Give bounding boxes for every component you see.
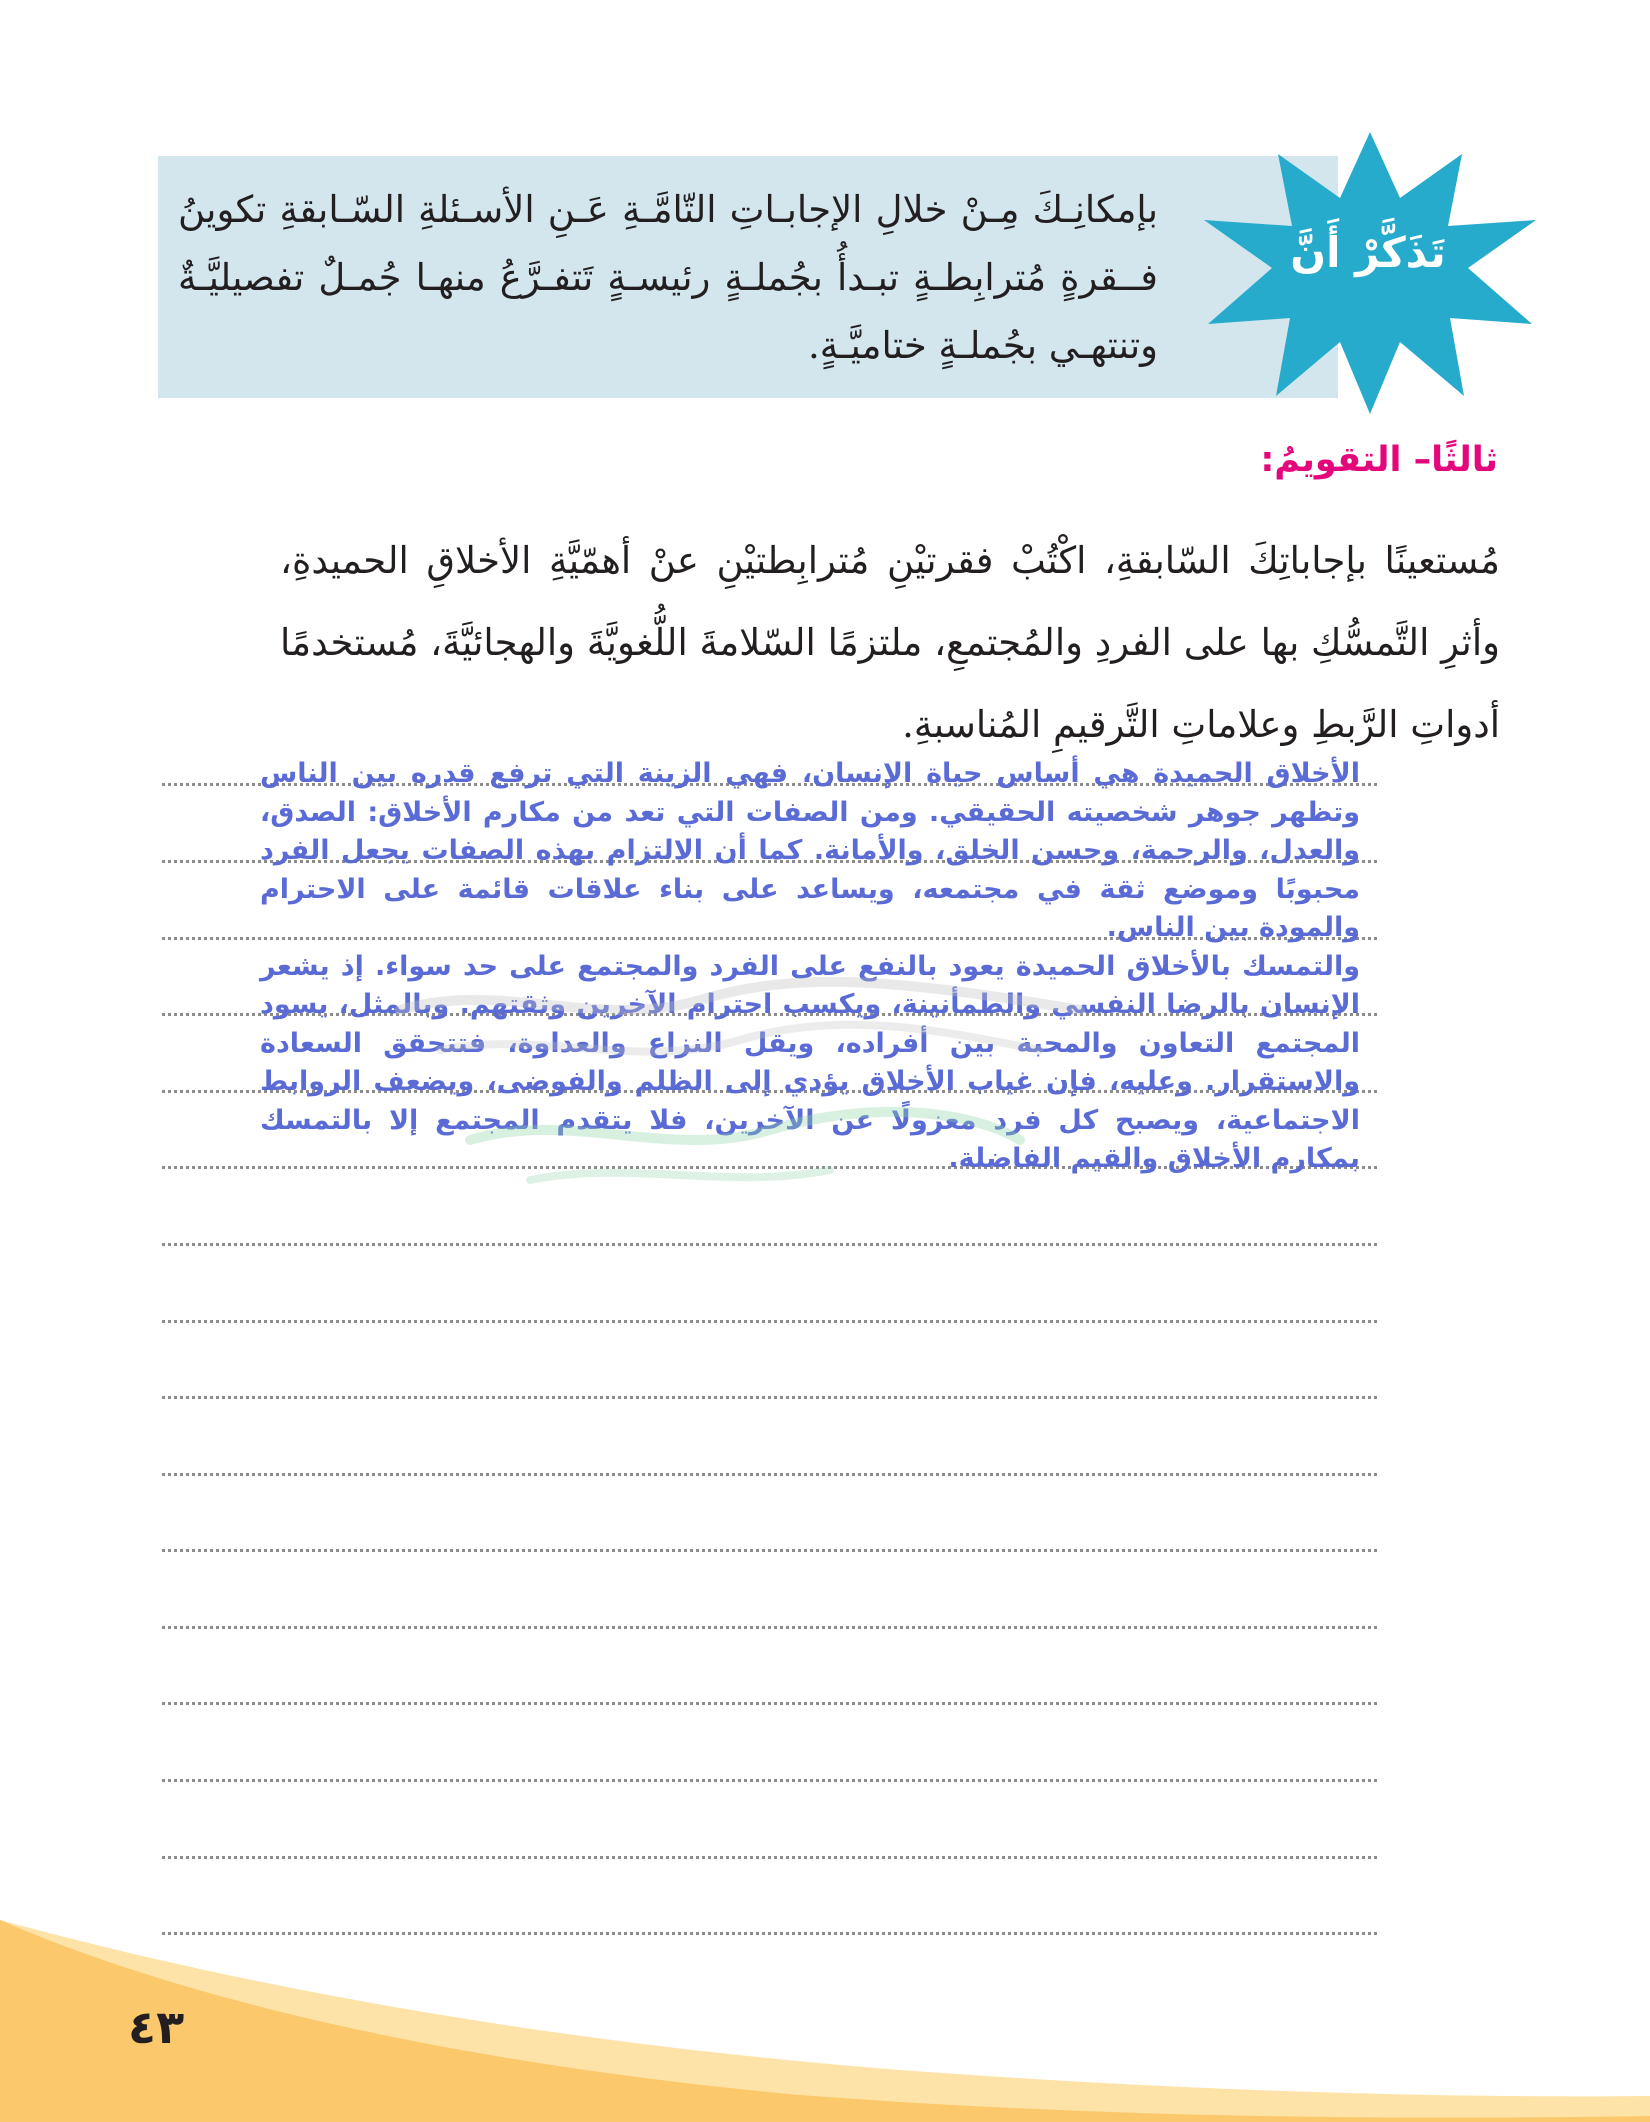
answer-paragraph-2: والتمسك بالأخلاق الحميدة يعود بالنفع على الفرد والمجتمع على حد سواء. إذ يشعر الإنسان بالرضا النفسي والطمأنينة، ويكسب احترام الآخرين وثقتهم. وبالمثل، يسود المجتمع التعاون والمحبة بين أفراده، ويقل النزاع والعداوة، فتتحقق السعادة والاستقرار. وعليه، فإن غياب الأخلاق يؤدي إلى الظلم والفوضى، ويضعف الروابط الاجتماعية، ويصبح كل فرد معزولًا عن الآخرين، فلا يتقدم المجتمع إلا بالتمسك بمكارم الأخلاق والقيم الفاضلة. bbox=[260, 950, 1360, 1174]
writing-line[interactable] bbox=[162, 1396, 1377, 1399]
page-number: ٤٣ bbox=[128, 2000, 185, 2054]
footer-wave bbox=[0, 1920, 1650, 2122]
writing-line[interactable] bbox=[162, 1320, 1377, 1323]
exercise-prompt: مُستعينًا بإجاباتِكَ السّابقةِ، اكْتُبْ فقرتيْنِ مُترابِطتيْنِ عنْ أهمّيَّةِ الأخلاقِ الحميدةِ، وأثرِ التَّمسُّكِ بها على الفردِ والمُجتمعِ، ملتزمًا السّلامةَ اللُّغويَّةَ والهجائيَّةَ، مُستخدمًا أدواتِ الرَّبطِ وعلاماتِ التَّرقيمِ المُناسبةِ. bbox=[280, 539, 1500, 746]
writing-line[interactable] bbox=[162, 1626, 1377, 1629]
writing-line[interactable] bbox=[162, 1702, 1377, 1705]
section-heading: ثالثًا– التقويمُ: bbox=[1260, 440, 1498, 480]
writing-line[interactable] bbox=[162, 1549, 1377, 1552]
answer-text bbox=[260, 755, 1360, 1179]
writing-line[interactable] bbox=[162, 1243, 1377, 1246]
remember-label: تَذَكَّرْ أَنَّ bbox=[1290, 228, 1446, 277]
answer-paragraph-1: الأخلاق الحميدة هي أساس حياة الإنسان، فهي الزينة التي ترفع قدره بين الناس وتظهر جوهر شخصيته الحقيقي. ومن الصفات التي تعد من مكارم الأخلاق: الصدق، والعدل، والرحمة، وحسن الخلق، والأمانة. كما أن الالتزام بهذه الصفات يجعل الفرد محبوبًا وموضع ثقة في مجتمعه، ويساعد على بناء علاقات قائمة على الاحترام والمودة بين الناس. bbox=[260, 758, 1360, 943]
remember-box bbox=[158, 156, 1338, 398]
writing-line[interactable] bbox=[162, 1779, 1377, 1782]
remember-text: بإمكانِـكَ مِـنْ خلالِ الإجابـاتِ التّامَّـةِ عَـنِ الأسـئلةِ السّـابقةِ تكوينُ فــقرةٍ مُترابِطـةٍ تبـدأُ بجُملـةٍ رئيسـةٍ تَتفـرَّعُ منهـا جُمـلٌ تفصيليَّـةٌ وتنتهـي بجُملـةٍ ختاميَّـةٍ. bbox=[178, 188, 1158, 367]
writing-line[interactable] bbox=[162, 1856, 1377, 1859]
writing-line[interactable] bbox=[162, 1473, 1377, 1476]
